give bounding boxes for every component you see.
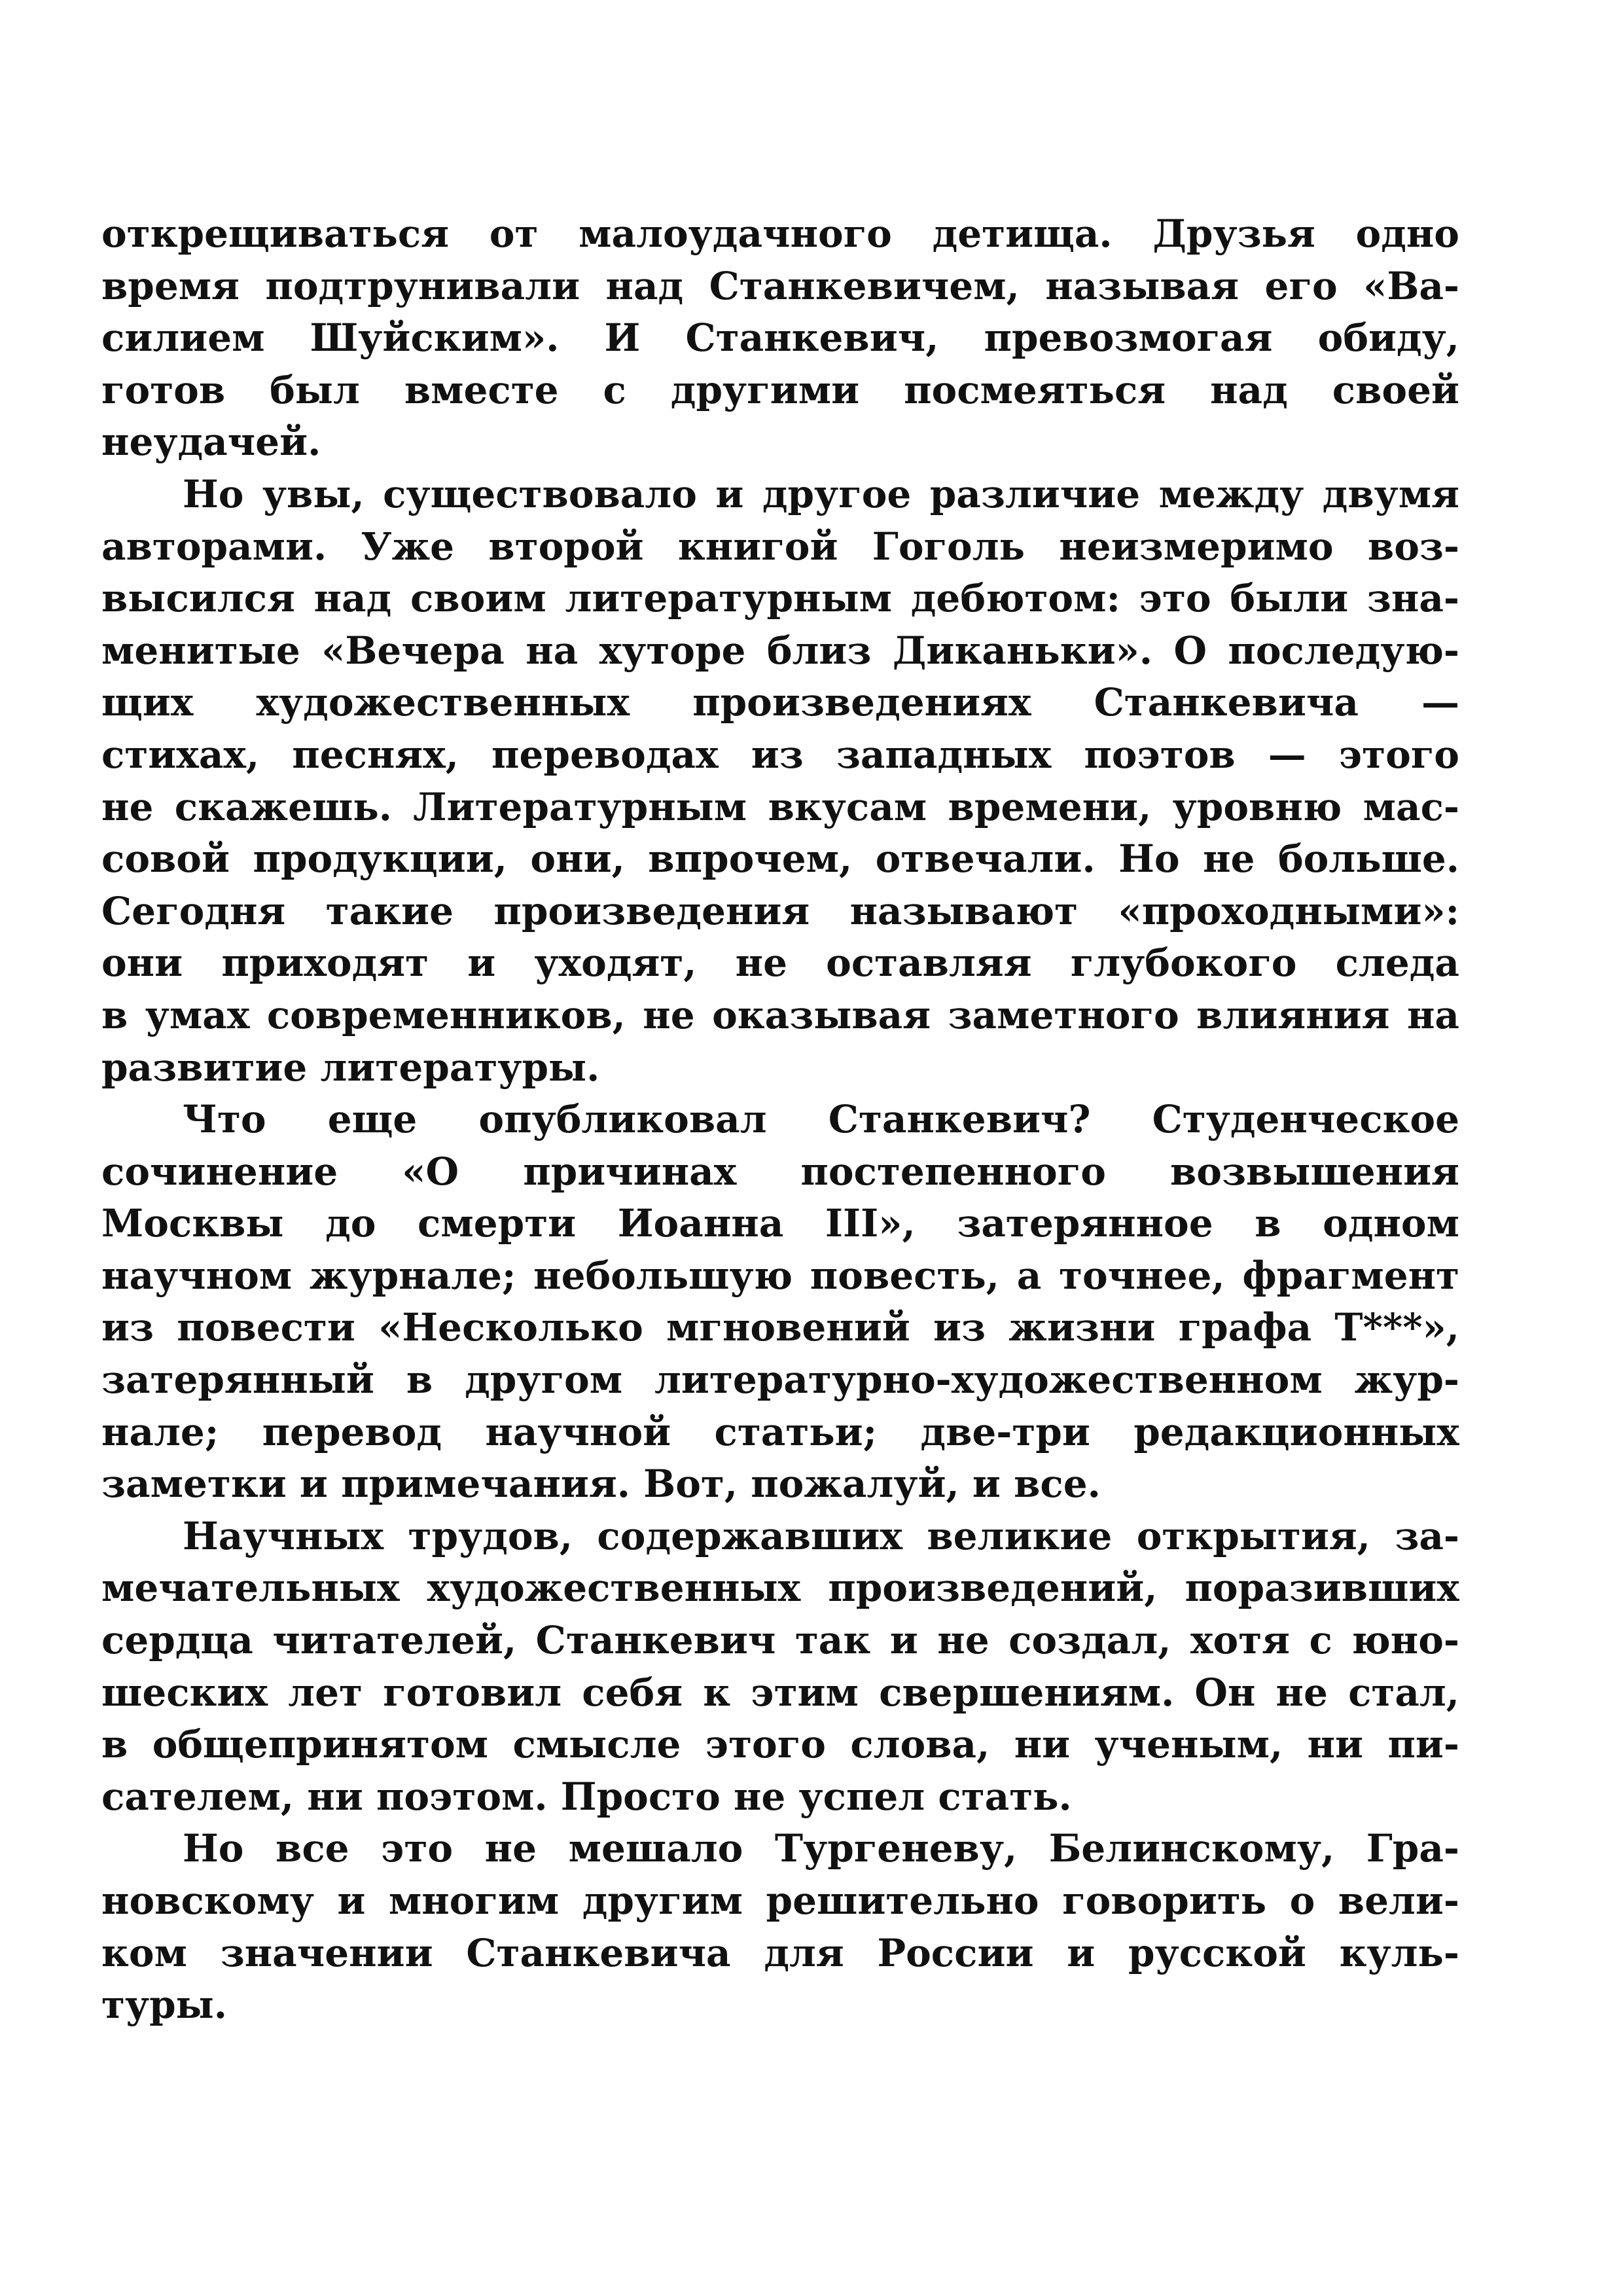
text-line: в общепринятом смысле этого слова, ни ученым, ни пи-: [101, 1722, 1459, 1767]
text-line: нале; перевод научной статьи; две-три редакционных: [101, 1409, 1459, 1454]
text-line: из повести «Несколько мгновений из жизни графа Т***»,: [101, 1305, 1459, 1350]
text-line: время подтрунивали над Станкевичем, называя его «Ва-: [101, 263, 1459, 308]
text-line: затерянный в другом литературно-художественном жур-: [101, 1357, 1459, 1403]
text-line: шеских лет готовил себя к этим свершениям. Он не стал,: [101, 1670, 1459, 1715]
text-line: щих художественных произведениях Станкевича —: [101, 680, 1459, 725]
text-line: открещиваться от малоудачного детища. Друзья одно: [101, 211, 1459, 256]
text-line: в умах современников, не оказывая заметного влияния на: [101, 992, 1459, 1037]
paragraph: [101, 469, 1459, 1094]
paragraph: [101, 1823, 1459, 2031]
text-line: ком значении Станкевича для России и русской куль-: [101, 1930, 1459, 1975]
paragraph: [101, 1094, 1459, 1511]
text-line: Сегодня такие произведения называют «проходными»:: [101, 888, 1459, 933]
text-line: сердца читателей, Станкевич так и не создал, хотя с юно-: [101, 1618, 1459, 1663]
text-line: силием Шуйским». И Станкевич, превозмогая обиду,: [101, 315, 1459, 361]
text-line: Но увы, существовало и другое различие между двумя: [183, 471, 1459, 516]
text-line: развитие литературы.: [101, 1045, 600, 1090]
text-line: неудачей.: [101, 420, 321, 465]
text-line: Москвы до смерти Иоанна III», затерянное в одном: [101, 1201, 1459, 1246]
text-line: сателем, ни поэтом. Просто не успел стать.: [101, 1774, 1072, 1819]
text-line: готов был вместе с другими посмеяться над своей: [101, 367, 1459, 412]
body-text: [101, 208, 1459, 2032]
text-line: стихах, песнях, переводах из западных поэтов — этого: [101, 732, 1459, 777]
text-line: авторами. Уже второй книгой Гоголь неизмеримо воз-: [101, 524, 1459, 569]
paragraph: [101, 208, 1459, 469]
text-line: совой продукции, они, впрочем, отвечали. Но не больше.: [101, 836, 1459, 882]
paragraph: [101, 1511, 1459, 1823]
text-line: туры.: [101, 1982, 227, 2028]
text-line: Что еще опубликовал Станкевич? Студенческое: [183, 1097, 1459, 1142]
text-line: сочинение «О причинах постепенного возвышения: [101, 1149, 1459, 1194]
text-line: мечательных художественных произведений, поразивших: [101, 1566, 1459, 1611]
text-line: высился над своим литературным дебютом: это были зна-: [101, 576, 1459, 621]
text-line: не скажешь. Литературным вкусам времени, уровню мас-: [101, 784, 1459, 829]
text-line: они приходят и уходят, не оставляя глубокого следа: [101, 941, 1459, 986]
text-line: Научных трудов, содержавших великие открытия, за-: [183, 1513, 1459, 1558]
text-line: Но все это не мешало Тургеневу, Белинскому, Гра-: [183, 1826, 1459, 1871]
text-line: менитые «Вечера на хуторе близ Диканьки». О последую-: [101, 628, 1459, 673]
text-line: новскому и многим другим решительно говорить о вели-: [101, 1878, 1459, 1923]
text-line: заметки и примечания. Вот, пожалуй, и все.: [101, 1462, 1101, 1507]
text-line: научном журнале; небольшую повесть, а точнее, фрагмент: [101, 1253, 1459, 1298]
